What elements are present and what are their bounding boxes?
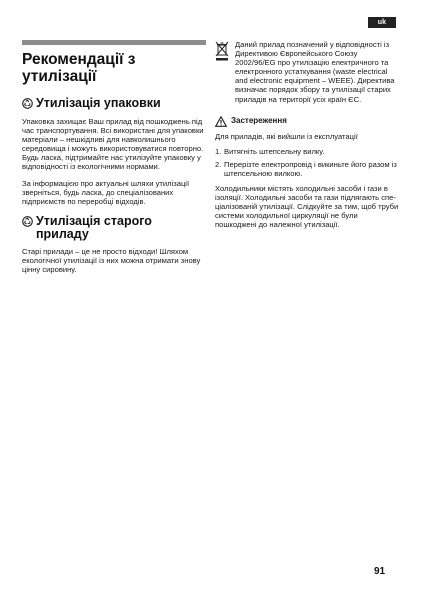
page-title: Рекомендації з утилізації xyxy=(22,51,136,85)
step-number: 1. xyxy=(215,146,222,156)
packaging-heading-text: Утилізація упаковки xyxy=(36,96,161,110)
crossed-bin-icon xyxy=(215,41,229,61)
refrigerant-paragraph: Холодильники містять холодильні засоби і гази в ізоляції. Холодильні засоби та гази підлягають спе-ціалізованій утилізації. Слідкуйте за тим, щоб труби системи холодильної циркуляції не були пошкоджені до належної утилізації. xyxy=(215,184,399,230)
recycle-icon xyxy=(22,98,33,109)
list-item xyxy=(215,160,399,178)
weee-text: Даний прилад позначений у відповідності із Директивою Європейського Союзу 2002/96/EG про утилізацію електричного та електронного устаткування (waste electrical and electronic equipment – WEEE). Директива визначає порядок збору та утилізації старих приладів на території усіх країн ЄС. xyxy=(235,40,395,104)
step-text: Перерізте електропровід і викиньте його разом із штепсельною вилкою. xyxy=(224,159,397,178)
right-column xyxy=(215,40,399,230)
page-number: 91 xyxy=(374,566,386,577)
warning-intro: Для приладів, які вийшли із експлуатації xyxy=(215,131,358,141)
old-appliance-heading-text: Утилізація старого приладу xyxy=(36,213,152,241)
weee-notice xyxy=(215,40,399,104)
left-column xyxy=(22,40,206,274)
disposal-info-paragraph: За інформацією про актуальні шляхи утилізації зверніться, будь ласка, до спеціалізованих підприємств по переробці відходів. xyxy=(22,178,190,206)
packaging-paragraph: Упаковка захищає Ваш прилад від пошкоджень під час транспортування. Всі використані для упаковки матеріали – нешкідливі для навколишнього середовища і можуть використовуватися повторно. Будь ласка, підтримайте нас утилізуйте упаковку у відповідності із екологічними нормами. xyxy=(22,117,204,172)
language-tab: uk xyxy=(368,17,396,28)
title-rule xyxy=(22,40,206,45)
list-item xyxy=(215,147,399,156)
warning-heading xyxy=(215,116,399,127)
old-appliance-heading xyxy=(22,215,206,241)
step-number: 2. xyxy=(215,159,222,169)
step-text: Витягніть штепсельну вилку. xyxy=(224,146,325,156)
warning-triangle-icon xyxy=(215,116,227,127)
steps-list xyxy=(215,147,399,178)
packaging-heading xyxy=(22,97,206,110)
warning-heading-text: Застереження xyxy=(231,116,287,126)
recycle-icon xyxy=(22,216,33,227)
old-appliance-paragraph: Старі прилади – це не просто відходи! Шляхом екологічної утилізації із них можна отримати знову цінну сировину. xyxy=(22,246,201,275)
